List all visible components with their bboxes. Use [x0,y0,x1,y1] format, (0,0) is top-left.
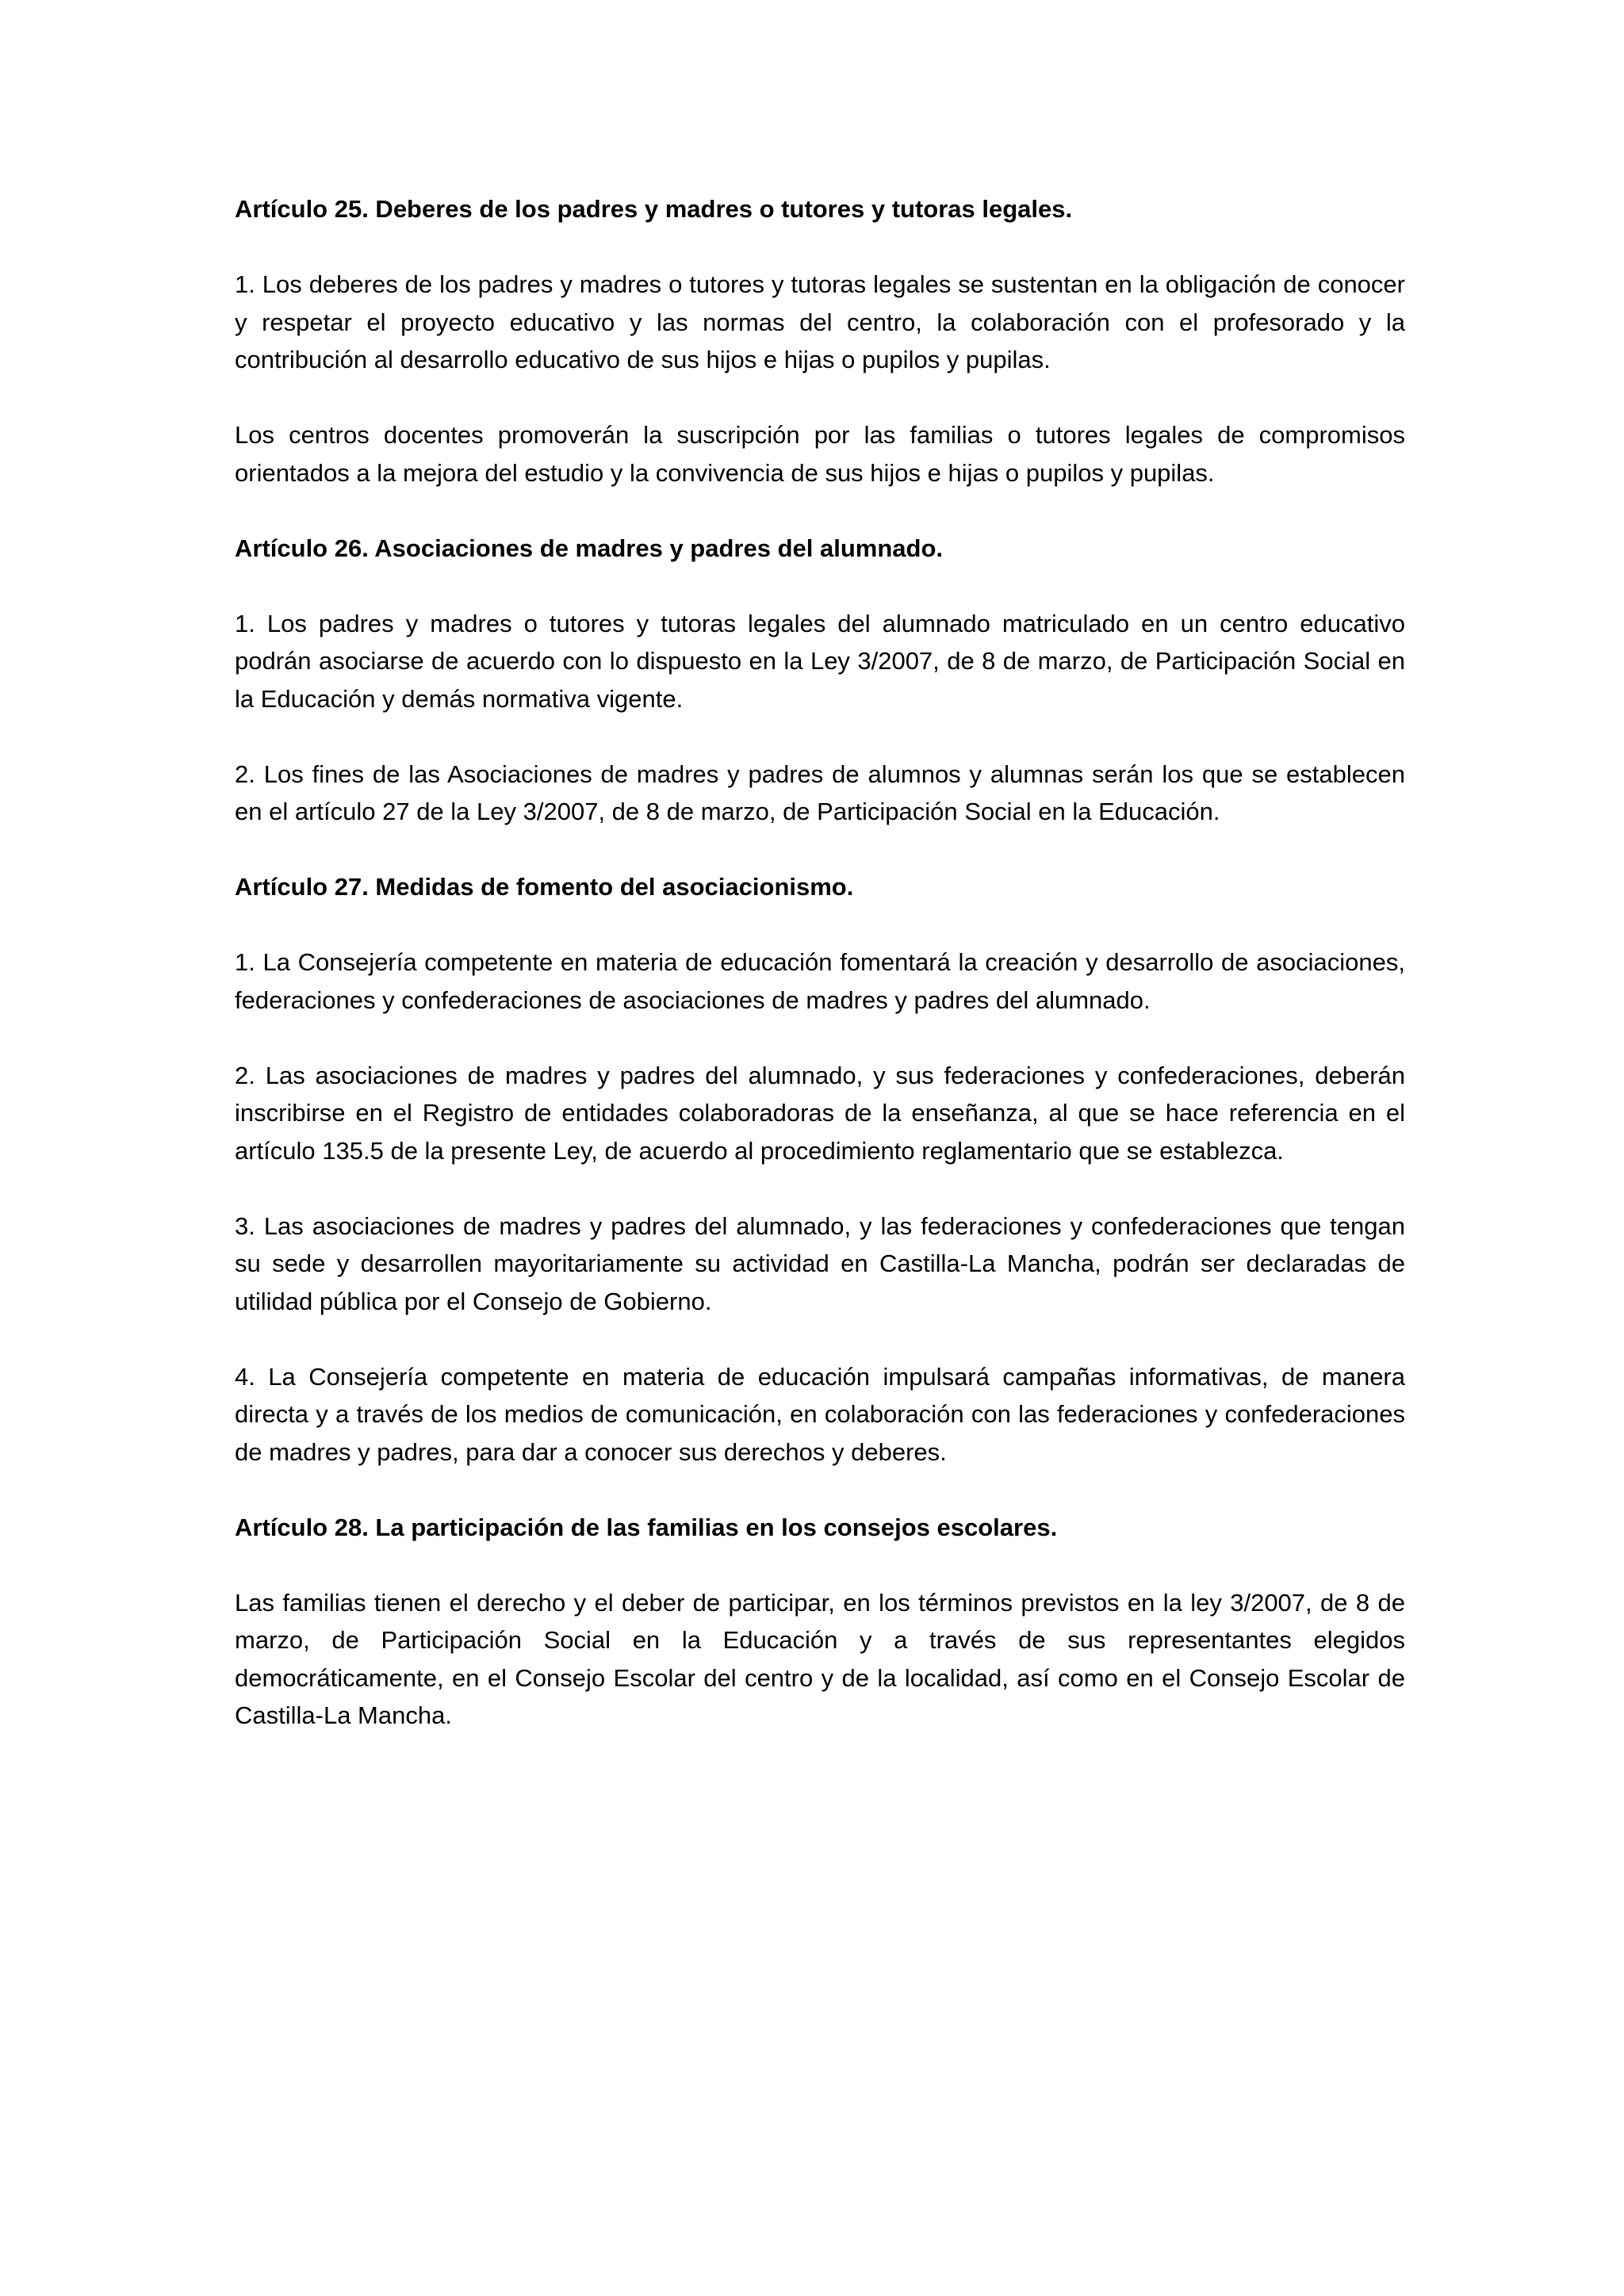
article-paragraph: 4. La Consejería competente en materia de educación impulsará campañas informativas, de manera directa y a través de los medios de comunicación, en colaboración con las federaciones y confederaciones de madres y padres, para dar a conocer sus derechos y deberes. [235,1362,1405,1466]
article-paragraph: 2. Las asociaciones de madres y padres del alumnado, y sus federaciones y confederaciones, deberán inscribirse en el Registro de entidades colaboradoras de la enseñanza, al que se hace referencia en el artículo 135.5 de la presente Ley, de acuerdo al procedimiento reglamentario que se establezca. [235,1061,1405,1165]
article-paragraph: 1. La Consejería competente en materia de educación fomentará la creación y desarrollo de asociaciones, federaciones y confederaciones de asociaciones de madres y padres del alumnado. [235,948,1405,1014]
article-heading: Artículo 27. Medidas de fomento del asociacionismo. [235,873,854,901]
article-paragraph: 1. Los deberes de los padres y madres o tutores y tutoras legales se sustentan en la obligación de conocer y respetar el proyecto educativo y las normas del centro, la colaboración con el profesorado y la contribución al desarrollo educativo de sus hijos e hijas o pupilos y pupilas. [235,270,1405,373]
article-heading: Artículo 28. La participación de las familias en los consejos escolares. [235,1513,1058,1541]
article-25 [235,190,1405,492]
article-paragraph: 1. Los padres y madres o tutores y tutoras legales del alumnado matriculado en un centro educativo podrán asociarse de acuerdo con lo dispuesto en la Ley 3/2007, de 8 de marzo, de Participación Social en la Educación y demás normativa vigente. [235,609,1405,713]
article-paragraph: 3. Las asociaciones de madres y padres del alumnado, y las federaciones y confederaciones que tengan su sede y desarrollen mayoritariamente su actividad en Castilla-La Mancha, podrán ser declaradas de utilidad pública por el Consejo de Gobierno. [235,1211,1405,1315]
article-26 [235,530,1405,831]
article-28 [235,1509,1405,1735]
article-paragraph: Las familias tienen el derecho y el deber de participar, en los términos previstos en la ley 3/2007, de 8 de marzo, de Participación Social en la Educación y a través de sus representantes elegidos democráticamente, en el Consejo Escolar del centro y de la localidad, así como en el Consejo Escolar de Castilla-La Mancha. [235,1588,1405,1729]
article-heading: Artículo 26. Asociaciones de madres y padres del alumnado. [235,534,943,562]
article-paragraph: 2. Los fines de las Asociaciones de madres y padres de alumnos y alumnas serán los que se establecen en el artículo 27 de la Ley 3/2007, de 8 de marzo, de Participación Social en la Educación. [235,760,1405,825]
document-page [235,190,1405,1735]
article-paragraph: Los centros docentes promoverán la suscripción por las familias o tutores legales de compromisos orientados a la mejora del estudio y la convivencia de sus hijos e hijas o pupilos y pupilas. [235,421,1405,487]
article-27 [235,868,1405,1471]
article-heading: Artículo 25. Deberes de los padres y madres o tutores y tutoras legales. [235,195,1073,223]
